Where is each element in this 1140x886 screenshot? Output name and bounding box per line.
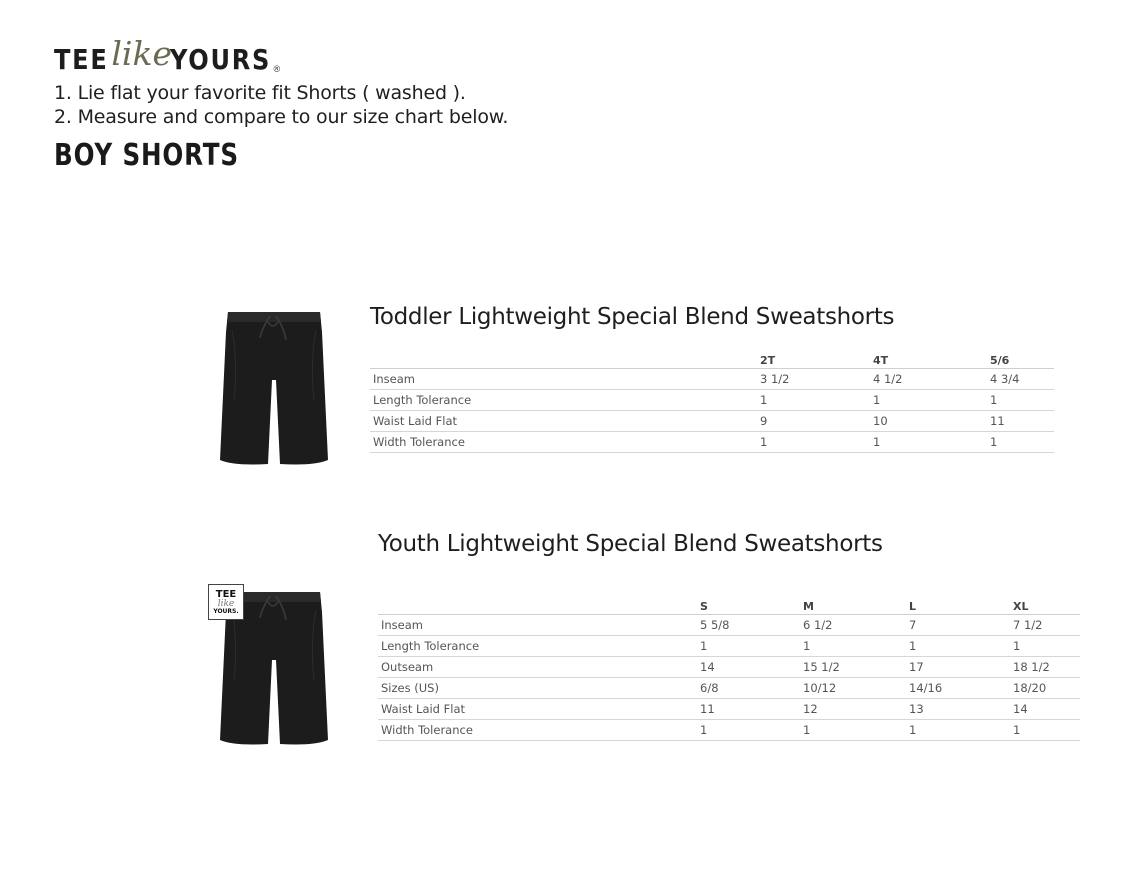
- table-cell: 1: [803, 720, 909, 741]
- table-cell: 3 1/2: [760, 369, 873, 390]
- toddler-size-table: [370, 349, 1054, 461]
- table-cell: 11: [700, 699, 803, 720]
- table-cell: 14: [1013, 699, 1080, 720]
- toddler-shorts-image: [218, 310, 330, 468]
- section-title: BOY SHORTS: [54, 138, 239, 173]
- table-cell: 1: [873, 432, 990, 453]
- row-label: Length Tolerance: [370, 390, 760, 411]
- table-header-cell: [378, 595, 700, 615]
- row-label: Sizes (US): [378, 678, 700, 699]
- logo-text-like: like: [111, 34, 172, 73]
- table-row: [378, 678, 1080, 699]
- row-label: Width Tolerance: [370, 432, 760, 453]
- table-cell: 5 5/8: [700, 615, 803, 636]
- table-cell: 10/12: [803, 678, 909, 699]
- table-cell: 10: [873, 411, 990, 432]
- table-row: [370, 432, 1054, 453]
- toddler-product-title: Toddler Lightweight Special Blend Sweatshorts: [370, 304, 895, 330]
- table-cell: 7: [909, 615, 1013, 636]
- row-label: Inseam: [370, 369, 760, 390]
- table-cell: 15 1/2: [803, 657, 909, 678]
- row-label: Waist Laid Flat: [378, 699, 700, 720]
- badge-text-like: like: [217, 598, 235, 609]
- table-cell: 14/16: [909, 678, 1013, 699]
- table-cell: 1: [990, 432, 1054, 453]
- youth-product-title: Youth Lightweight Special Blend Sweatshorts: [378, 531, 883, 557]
- table-header-cell: 5/6: [990, 349, 1054, 369]
- table-cell: 1: [1013, 636, 1080, 657]
- table-cell: 1: [909, 720, 1013, 741]
- instruction-step-2: 2. Measure and compare to our size chart below.: [54, 106, 509, 128]
- youth-size-table: [378, 595, 1080, 749]
- table-cell: 1: [760, 432, 873, 453]
- row-label: Waist Laid Flat: [370, 411, 760, 432]
- table-cell: 13: [909, 699, 1013, 720]
- table-header-cell: L: [909, 595, 1013, 615]
- table-end-rule: [370, 453, 1054, 462]
- table-cell: 1: [700, 636, 803, 657]
- table-cell: 6/8: [700, 678, 803, 699]
- row-label: Inseam: [378, 615, 700, 636]
- row-label: Width Tolerance: [378, 720, 700, 741]
- table-row: [378, 636, 1080, 657]
- instruction-step-1: 1. Lie flat your favorite fit Shorts ( washed ).: [54, 82, 466, 104]
- table-row: [378, 615, 1080, 636]
- table-cell: 9: [760, 411, 873, 432]
- logo-text-tee: TEE: [54, 43, 109, 76]
- table-row: [378, 720, 1080, 741]
- table-end-rule: [378, 741, 1080, 750]
- table-row: [378, 699, 1080, 720]
- table-cell: 1: [1013, 720, 1080, 741]
- table-row: [370, 390, 1054, 411]
- table-cell: 6 1/2: [803, 615, 909, 636]
- table-cell: 17: [909, 657, 1013, 678]
- brand-badge-logo: [208, 584, 244, 620]
- table-cell: 1: [909, 636, 1013, 657]
- table-cell: 1: [990, 390, 1054, 411]
- table-cell: 12: [803, 699, 909, 720]
- table-cell: 4 3/4: [990, 369, 1054, 390]
- table-row: [378, 657, 1080, 678]
- table-cell: 18/20: [1013, 678, 1080, 699]
- table-header-cell: 2T: [760, 349, 873, 369]
- table-row: [370, 369, 1054, 390]
- brand-logo: [54, 34, 280, 74]
- table-header-row: [370, 349, 1054, 369]
- badge-text-yours: YOURS.: [213, 607, 239, 615]
- table-header-cell: [370, 349, 760, 369]
- table-cell: 1: [760, 390, 873, 411]
- table-cell: 7 1/2: [1013, 615, 1080, 636]
- table-header-cell: S: [700, 595, 803, 615]
- table-header-cell: 4T: [873, 349, 990, 369]
- row-label: Length Tolerance: [378, 636, 700, 657]
- table-cell: 14: [700, 657, 803, 678]
- table-header-cell: XL: [1013, 595, 1080, 615]
- row-label: Outseam: [378, 657, 700, 678]
- table-header-cell: M: [803, 595, 909, 615]
- table-cell: 18 1/2: [1013, 657, 1080, 678]
- table-row: [370, 411, 1054, 432]
- table-header-row: [378, 595, 1080, 615]
- badge-text-tee: TEE: [215, 588, 237, 600]
- logo-text-yours: YOURS: [170, 43, 272, 76]
- table-cell: 4 1/2: [873, 369, 990, 390]
- table-cell: 11: [990, 411, 1054, 432]
- table-cell: 1: [873, 390, 990, 411]
- registered-mark: ®: [273, 64, 281, 74]
- table-cell: 1: [803, 636, 909, 657]
- table-cell: 1: [700, 720, 803, 741]
